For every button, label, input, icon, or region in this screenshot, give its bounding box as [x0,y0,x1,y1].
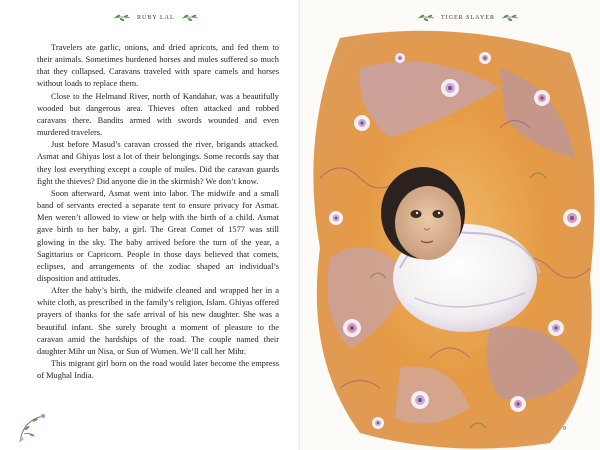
running-head-left [113,12,199,24]
page-number: 9 [563,426,566,432]
paragraph: Close to the Helmand River, north of Kandahar, was a beautifully wooded but dangerous area. Thieves often attacked and robbed caravans there. Bandits armed with swords wounded and even murdered travelers. [37,91,279,138]
leaf-sprig-icon [113,13,131,23]
paragraph: Soon afterward, Asmat went into labor. The midwife and a small band of servants erected a separate tent to ensure privacy for Asmat. Men weren’t allowed to view or help with the birth of a child. Asmat gave birth to her baby, a girl. The Great Comet of 1577 was still glowing in the sky. The baby arrived before the turn of the year, a Sagittarius or Capricorn. People in those days believed that comets, eclipses, and arrangements of the zodiac shaped an individual’s disposition and attitudes. [37,188,279,283]
book-title: TIGER SLAYER [441,15,495,21]
leaf-sprig-icon [417,13,435,23]
paragraph: After the baby’s birth, the midwife cleaned and wrapped her in a white cloth, as prescribed in the family’s religion, Islam. Ghiyas offered prayers of thanks for the safe arrival of his new daughter. She was a beautiful infant. She surely brought a moment of pleasure to the caravan amid the hardships of the road. The couple named their daughter Mihr un Nisa, or Sun of Women. We’ll call her Mihr. [37,286,279,356]
illustration-baby-on-rug [300,28,600,450]
paragraph: Just before Masud’s caravan crossed the river, brigands attacked. Asmat and Ghiyas lost a lot of their belongings. Some records say that they lost everything except a couple of mules. Did the caravan guards fight the thieves? Did anyone die in the skirmish? We don’t know. [37,140,279,186]
author-name: RUBY LAL [137,15,175,21]
floral-flourish-icon [16,410,50,444]
running-head-right [417,12,519,24]
body-text [37,42,279,382]
leaf-sprig-icon [181,13,199,23]
paragraph: This migrant girl born on the road would later become the empress of Mughal India. [37,359,279,381]
leaf-sprig-icon [501,13,519,23]
paragraph: Travelers ate garlic, onions, and dried apricots, and fed them to their animals. Sometimes burdened horses and mules suffered so much that they collapsed. Caravans traveled with spare camels and horses without loads to replace them. [37,43,279,89]
illustration-art [300,28,600,450]
